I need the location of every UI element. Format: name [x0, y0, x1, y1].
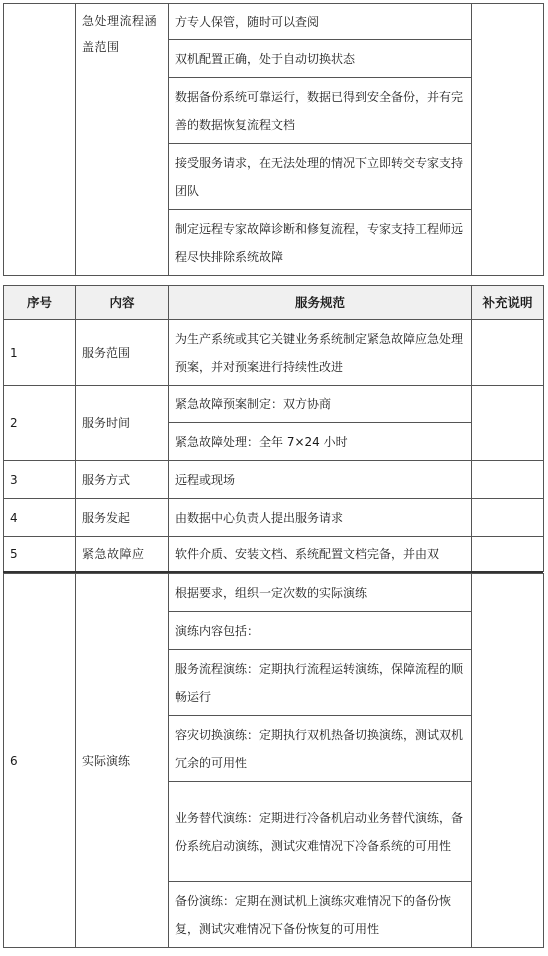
note-cell [472, 461, 544, 499]
row-spec: 备份演练：定期在测试机上演练灾难情况下的备份恢复，测试灾难情况下备份恢复的可用性 [169, 882, 472, 948]
spec-item: 双机配置正确，处于自动切换状态 [169, 40, 472, 78]
row-no: 5 [4, 537, 76, 572]
table-row [4, 537, 544, 572]
empty-no-cell [4, 4, 76, 276]
row-content: 服务范围 [76, 320, 169, 386]
row-spec: 紧急故障预案制定：双方协商 [169, 386, 472, 423]
row-content: 服务发起 [76, 499, 169, 537]
service-spec-table [3, 285, 544, 572]
header-spec: 服务规范 [169, 286, 472, 320]
row-content: 紧急故障应 [76, 537, 169, 572]
row-content: 服务时间 [76, 386, 169, 461]
table-row [4, 386, 544, 423]
drill-table [3, 573, 544, 948]
row-content: 服务方式 [76, 461, 169, 499]
row-no: 2 [4, 386, 76, 461]
section-label: 急处理流程涵盖范围 [76, 4, 169, 276]
row-spec: 业务替代演练：定期进行冷备机启动业务替代演练，备份系统启动演练，测试灾难情况下冷备系统的可用性 [169, 782, 472, 882]
row-no: 4 [4, 499, 76, 537]
table-row [4, 320, 544, 386]
row-no: 1 [4, 320, 76, 386]
row-spec: 容灾切换演练：定期执行双机热备切换演练，测试双机冗余的可用性 [169, 716, 472, 782]
spec-item: 方专人保管，随时可以查阅 [169, 4, 472, 40]
table-row [4, 574, 544, 612]
row-spec: 根据要求，组织一定次数的实际演练 [169, 574, 472, 612]
spec-item: 接受服务请求，在无法处理的情况下立即转交专家支持团队 [169, 144, 472, 210]
table-row [4, 499, 544, 537]
note-cell [472, 4, 544, 276]
row-spec: 由数据中心负责人提出服务请求 [169, 499, 472, 537]
table-header-row [4, 286, 544, 320]
spec-item: 数据备份系统可靠运行，数据已得到安全备份，并有完善的数据恢复流程文档 [169, 78, 472, 144]
row-no: 3 [4, 461, 76, 499]
row-spec: 软件介质、安装文档、系统配置文档完备，并由双 [169, 537, 472, 572]
note-cell [472, 537, 544, 572]
header-content: 内容 [76, 286, 169, 320]
note-cell [472, 320, 544, 386]
table-row [4, 461, 544, 499]
header-note: 补充说明 [472, 286, 544, 320]
row-spec: 为生产系统或其它关键业务系统制定紧急故障应急处理预案，并对预案进行持续性改进 [169, 320, 472, 386]
row-no: 6 [4, 574, 76, 948]
row-spec: 远程或现场 [169, 461, 472, 499]
note-cell [472, 499, 544, 537]
row-content: 实际演练 [76, 574, 169, 948]
row-spec: 服务流程演练：定期执行流程运转演练，保障流程的顺畅运行 [169, 650, 472, 716]
continuation-table [3, 3, 544, 276]
row-spec: 紧急故障处理：全年 7×24 小时 [169, 423, 472, 461]
header-no: 序号 [4, 286, 76, 320]
note-cell [472, 386, 544, 461]
note-cell [472, 574, 544, 948]
spec-item: 制定远程专家故障诊断和修复流程，专家支持工程师远程尽快排除系统故障 [169, 210, 472, 276]
row-spec: 演练内容包括： [169, 612, 472, 650]
